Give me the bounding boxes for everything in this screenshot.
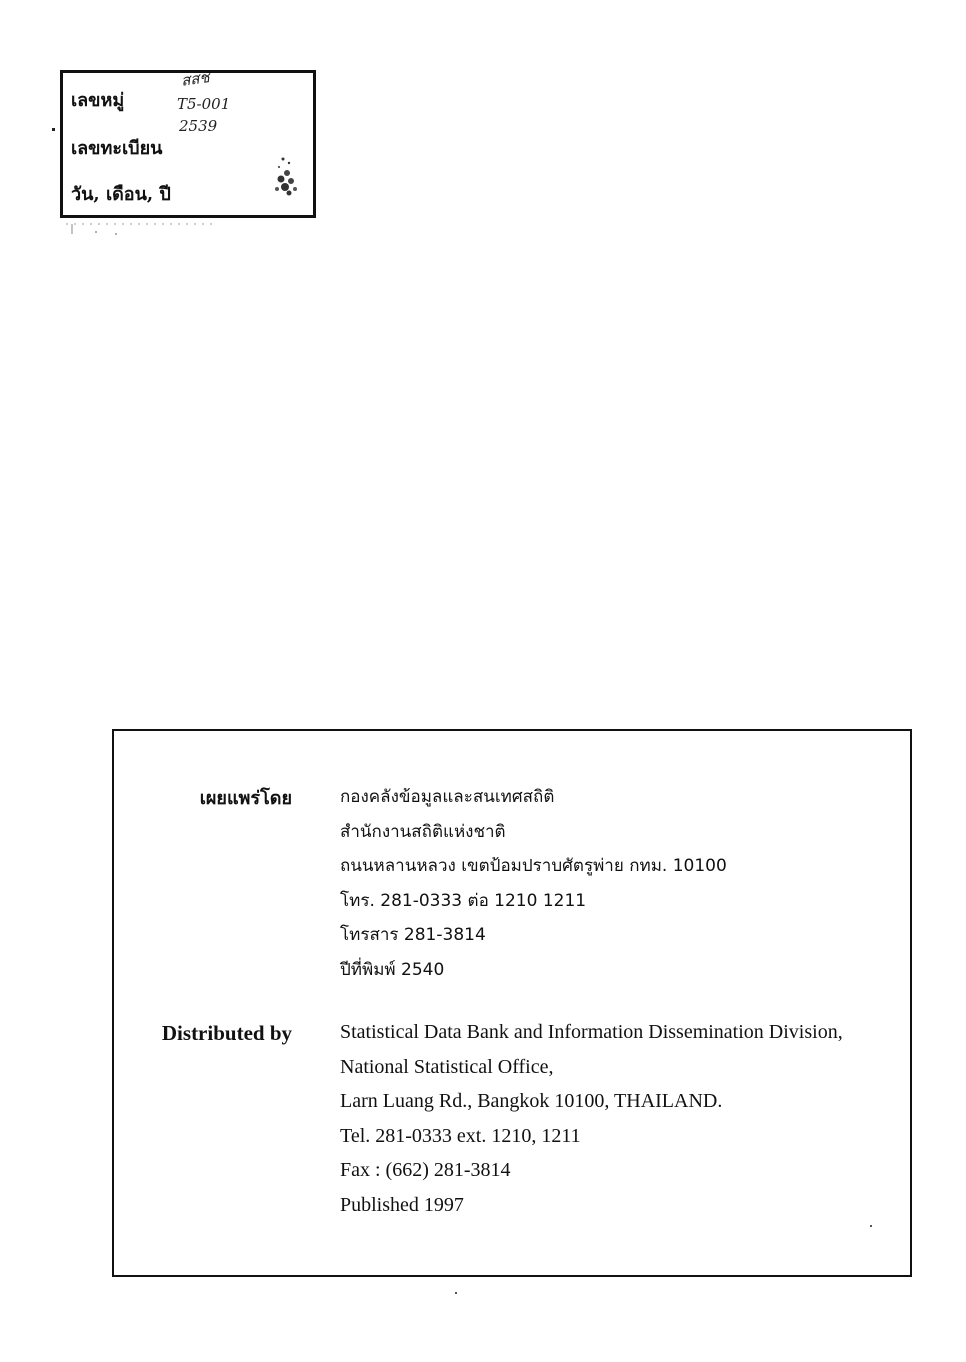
stamp-speck: [52, 128, 55, 131]
thai-line: โทร. 281-0333 ต่อ 1210 1211: [340, 890, 587, 911]
thai-line: สำนักงานสถิติแห่งชาติ: [340, 821, 506, 842]
stamp-category-label: เลขหมู่: [71, 90, 125, 111]
english-distributed-by-label: Distributed by: [161, 1021, 292, 1045]
english-line: Larn Luang Rd., Bangkok 10100, THAILAND.: [340, 1090, 723, 1112]
english-line: Tel. 281-0333 ext. 1210, 1211: [340, 1124, 581, 1147]
handwritten-year: 2539: [179, 117, 218, 135]
thai-line: ปีที่พิมพ์ 2540: [340, 959, 445, 980]
handwritten-category: สสช: [179, 68, 211, 90]
scan-speck: [455, 1292, 457, 1294]
thai-line: กองคลังข้อมูลและสนเทศสถิติ: [340, 787, 555, 807]
thai-distributed-by-label: เผยแพร่โดย: [199, 788, 292, 809]
english-line: National Statistical Office,: [340, 1055, 554, 1078]
english-publisher-details: [340, 1021, 843, 1228]
handwritten-code: T5-001: [177, 95, 231, 113]
thai-line: โทรสาร 281-3814: [340, 925, 486, 945]
library-stamp: [60, 70, 316, 218]
ink-blot-icon: [269, 153, 303, 199]
stamp-date-label: วัน, เดือน, ปี: [71, 184, 171, 205]
stamp-register-label: เลขทะเบียน: [71, 138, 163, 159]
thai-line: ถนนหลานหลวง เขตป้อมปราบศัตรูพ่าย กทม. 10100: [340, 856, 727, 876]
publisher-info-box: [112, 729, 912, 1277]
english-line: Fax : (662) 281-3814: [340, 1159, 511, 1181]
english-line: Statistical Data Bank and Information Dissemination Division,: [340, 1021, 843, 1043]
thai-publisher-details: [340, 783, 727, 990]
scan-speck: [870, 1225, 872, 1227]
english-line: Published 1997: [340, 1193, 464, 1216]
stamp-residue: [66, 222, 216, 236]
